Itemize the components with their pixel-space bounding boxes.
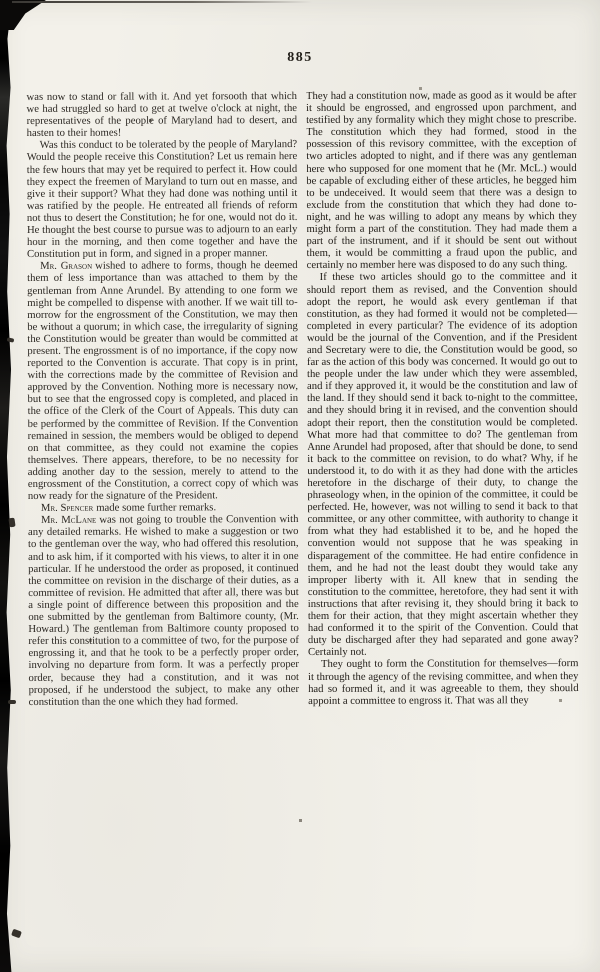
page-number: 885 (287, 50, 313, 65)
paragraph (307, 270, 579, 658)
scan-corner-artifact (0, 0, 46, 30)
right-column (306, 89, 580, 968)
paragraph (27, 138, 298, 260)
scan-speckles (0, 0, 1, 1)
scan-margin-mark (8, 700, 16, 704)
paragraph-text: was now to stand or fall with it. And yet forsooth that which we had struggled so hard to get at twelve o'clock at night, the representatives of the people of Maryland had to desert, and hasten to their homes! (26, 90, 298, 140)
scan-top-edge-artifact (12, 1, 312, 3)
paragraph-text: If these two articles should go to the committee and it should report them as revised, and the Convention should adopt the report, he would ask every gentleman if that constitution, as they had formed it would not be completed—completed in every particular? The evidence of its adoption would be the journal of the Convention, and if the President and Secretary were to die, the Constitution would be good, so far as the action of this body was concerned. It would go out to the people under the law under which they were assembled, and if they approved it, it would be the constitution and law of the land. If they should send it back to-night to the committee, and they should bring it in revised, and the convention should adopt their report, then the constitution would be completed. What more had that committee to do? The gentleman from Anne Arundel had proposed, after that should be done, to send it back to the committee on revision, to do what? Why, if he understood it, to do with it as they had done with the articles heretofore in the discharge of their duty, to change the phraseology when, in the opinion of the committee, it could be perfected. He, however, was not willing to send it back to that committee, or any other committee, with authority to change it from what they had established it to be, and he hoped the convention would not suppose that he was speaking in disparagement of the committee. He had entire confidence in them, and he had not the least doubt they would take any improper liberty with it. All knew that in sending the constitution to the committee, heretofore, they had sent it with instructions that after revising it, they should bring it back to them for their action, that they might ascertain whether they had conformed it to the spirit of the Convention. Could that duty be discharged after they had separated and gone away? Certainly not. (306, 270, 579, 659)
paragraph (28, 513, 299, 707)
paragraph-text: Was this conduct to be tolerated by the people of Maryland? Would the people receive this Constitution? Let us remain here the few hours that may yet be required to perfect it. How could they expect the freemen of Maryland to turn out en masse, and give it their support? What they had done was nothing until it was ratified by the people. He entreated all friends of reform not thus to desert the Constitution; he for one, would not do it. He thought the best course to pursue was to adjourn to an early hour in the morning, and then come together and have the Constitution put in form, and signed in a proper manner. (26, 138, 298, 261)
speaker-name: Mr. McLane (40, 514, 97, 527)
paragraph-text: They ought to form the Constitution for themselves—form it through the agency of the revising committee, and when they had so formed it, and it was agreeable to them, they should appoint a committee to engross it. That was all they (307, 657, 579, 707)
paragraph (26, 90, 297, 139)
left-column (26, 90, 300, 969)
speaker-name: Mr. Spencer (40, 501, 94, 515)
paragraph (27, 259, 298, 502)
paragraph (308, 657, 579, 706)
paragraph-text: was not going to trouble the Convention with any detailed remarks. He wished to make a suggestion or two to the gentleman over the way, who had offered this resolution, and to ask him, if it comported with his views, to alter it in one particular. If he understood the order as proposed, it continued the committee on revision in the discharge of their duties, as a committee of revision. He admitted that after all, there was but a single point of difference between this proposition and the one submitted by the gentleman from Baltimore county, (Mr. Howard.) The gentleman from Baltimore county proposed to refer this constitution to a committee of two, for the purpose of engrossing it, and that he took to be a perfectly proper order, involving no departure from form. It was a perfectly proper order, because they had a constitution, and it was not proposed, if he understood the subject, to make any other constitution than the one which they had formed. (27, 513, 300, 708)
paragraph-text: made some further remarks. (96, 501, 217, 514)
scan-margin-mark (8, 518, 15, 528)
paragraph-text: They had a constitution now, made as good as it would be after it should be engrossed, and engrossed upon parchment, and testified by any formality which they might chose to prescribe. The constitution which they had formed, stood in the possession of this revisory committee, with the exception of two articles adopted to night, and if there was any gentleman here who supposed for one moment that he (Mr. McL.) would be capable of excluding either of these articles, he begged him to be undeceived. It would seem that there was a design to exclude from the constitution that which they had done to-night, and he was willing to adopt any means by which they might form a part of the constitution. They had made them a part of the instrument, and if it should be sent out without them, it would be committing a fraud upon the public, and certainly no member here was disposed to do any such thing. (305, 89, 578, 272)
scan-binding-edge (0, 0, 12, 972)
speaker-name: Mr. Grason (40, 260, 93, 273)
paragraph (306, 89, 577, 271)
paragraph (28, 501, 299, 514)
paragraph-text: wished to adhere to forms, though he deemed them of less importance than was attached to them by the gentleman from Anne Arundel. By attending to one form we might be compelled to dispense with another. If we wait till to-morrow for the engrossment of the Constitution, we may then be without a quorum; in which case, the irregularity of signing the Constitution would be greater than would be committed at present. The engrossment is of no importance, if the copy now reported to the Convention is accurate. That copy is in print, with the corrections made by the committee of Revision and approved by the Convention. Nothing more is necessary now, but to see that the engrossed copy is completed, and placed in the office of the Clerk of the Court of Appeals. This duty can be performed by the committee of Revision. If the Convention remained in session, the members would be obliged to depend on that committee, as they could not examine the copies themselves. There appears, therefore, to be no necessity for adding another day to the session, merely to attend to the engrossment of the Constitution, a correct copy of which was now ready for the signature of the President. (27, 259, 299, 503)
scan-margin-mark (11, 929, 22, 939)
text-columns (26, 89, 579, 969)
